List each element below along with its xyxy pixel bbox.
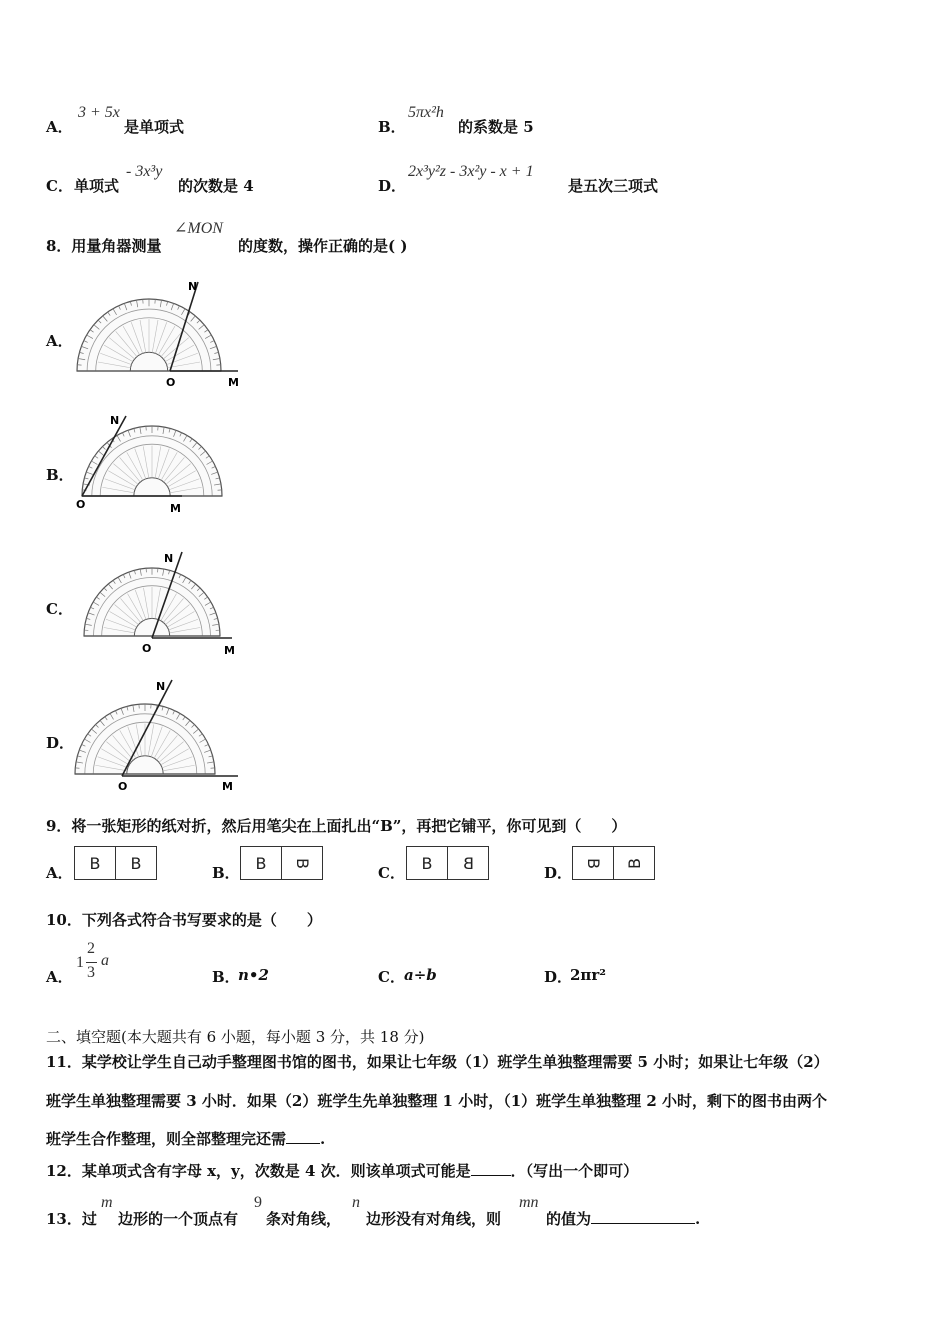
q11-line-3-text: 班学生合作整理，则全部整理完还需 — [46, 1130, 287, 1148]
protractor — [75, 704, 215, 774]
point-m-label: M — [222, 780, 233, 793]
q13-var-m: m — [101, 1194, 113, 1211]
q13-p1: 13．过 — [46, 1210, 97, 1228]
point-n-label: N — [110, 414, 120, 427]
fraction-denominator: 3 — [87, 964, 95, 981]
q7-option-b-expression: 5πx²h — [408, 104, 444, 121]
q12-text: 12．某单项式含有字母 x，y，次数是 4 次．则该单项式可能是 — [46, 1162, 471, 1180]
q8-option-b-label: B． — [46, 466, 74, 484]
q9-option-d-figure — [572, 846, 655, 880]
q10-option-d-expression: 2πr² — [570, 966, 606, 984]
protractor — [82, 426, 222, 496]
q7-option-b-label: B． — [378, 118, 406, 136]
fraction-numerator: 2 — [87, 940, 95, 957]
q11-answer-blank — [286, 1143, 320, 1144]
q7-option-c-expression: - 3x³y — [126, 163, 163, 180]
q13-p5-line — [546, 1208, 700, 1229]
q8-angle: ∠MON — [174, 220, 223, 237]
q13-p2: 边形的一个顶点有 — [118, 1210, 239, 1228]
point-m-label: M — [228, 376, 239, 389]
q10-option-b-label: B． — [212, 968, 240, 986]
point-o-label: O — [118, 780, 128, 793]
q7-option-a-expression: 3 + 5x — [78, 104, 120, 121]
point-m-label: M — [170, 502, 181, 515]
q9-option-a-figure — [74, 846, 157, 880]
point-m-label: M — [224, 644, 235, 656]
q13-p3: 条对角线， — [266, 1210, 342, 1228]
point-o-label: O — [166, 376, 176, 389]
q11-line-3 — [46, 1128, 325, 1149]
q10-option-a-label: A． — [46, 968, 73, 986]
point-n-label: N — [188, 280, 198, 293]
q8-option-d-label: D． — [46, 734, 75, 752]
q8-stem-before: 8．用量角器测量 — [46, 237, 162, 255]
letter-rotated: B — [292, 857, 312, 869]
letter-rotated: B — [624, 857, 644, 869]
q13-answer-blank — [591, 1223, 695, 1224]
mixed-whole: 1 — [76, 954, 84, 971]
q8-option-a-label: A． — [46, 332, 73, 350]
q7-option-c-label: C． — [46, 177, 73, 195]
point-n-label: N — [164, 552, 174, 565]
q9-option-c-figure — [406, 846, 489, 880]
point-o-label: O — [76, 498, 86, 511]
q8-figure-b — [70, 408, 250, 520]
fraction-bar — [86, 962, 97, 963]
q12-answer-blank — [471, 1175, 511, 1176]
q8-figure-a — [70, 276, 250, 392]
q13-p5: 的值为 — [546, 1210, 592, 1228]
q10-option-c-label: C． — [378, 968, 405, 986]
letter: B — [89, 853, 101, 873]
q9-option-b-label: B． — [212, 864, 240, 882]
section-2-title: 二、填空题(本大题共有 6 小题，每小题 3 分，共 18 分) — [46, 1028, 425, 1046]
q8-option-c-label: C． — [46, 600, 73, 618]
q7-option-d-expression: 2x³y²z - 3x²y - x + 1 — [408, 163, 534, 180]
q7-option-b-text: 的系数是 5 — [458, 118, 534, 136]
point-n-label: N — [156, 680, 166, 693]
q13-var-n: n — [352, 1194, 360, 1211]
letter-rotated: B — [583, 857, 603, 869]
q8-stem-after: 的度数，操作正确的是( ) — [238, 237, 408, 255]
protractor — [84, 568, 220, 636]
q9-option-c-label: C． — [378, 864, 405, 882]
letter: B — [255, 853, 267, 873]
q7-option-a-label: A． — [46, 118, 73, 136]
letter-mirrored: B — [462, 853, 474, 873]
q7-option-d-text: 是五次三项式 — [568, 177, 659, 195]
q10-stem: 10．下列各式符合书写要求的是（ ） — [46, 911, 322, 929]
q7-option-c-prefix: 单项式 — [74, 177, 120, 195]
q13-p4: 边形没有对角线，则 — [366, 1210, 502, 1228]
q13-end: . — [695, 1210, 701, 1228]
q11-line-1: 11．某学校让学生自己动手整理图书馆的图书，如果让七年级（1）班学生单独整理需要 5 小时；如果让七年级（2） — [46, 1053, 829, 1071]
q13-nine: 9 — [254, 1194, 262, 1211]
q12-line — [46, 1160, 638, 1181]
q9-option-a-label: A． — [46, 864, 73, 882]
q8-figure-d — [70, 674, 250, 794]
q8-figure-c — [70, 544, 250, 656]
q10-option-d-label: D． — [544, 968, 573, 986]
letter: B — [421, 853, 433, 873]
q9-option-b-figure — [240, 846, 323, 880]
protractor — [77, 299, 221, 371]
q9-stem: 9．将一张矩形的纸对折，然后用笔尖在上面扎出“B”，再把它铺平，你可见到（ ） — [46, 817, 627, 835]
q11-end: . — [320, 1130, 326, 1148]
q10-option-b-expression: n•2 — [238, 966, 269, 984]
letter: B — [130, 853, 142, 873]
q7-option-c-text: 的次数是 4 — [178, 177, 254, 195]
q7-option-d-label: D． — [378, 177, 407, 195]
q10-option-c-expression: a÷b — [404, 966, 437, 984]
q11-line-2: 班学生单独整理需要 3 小时．如果（2）班学生先单独整理 1 小时，（1）班学生单独整理 2 小时，剩下的图书由两个 — [46, 1092, 828, 1110]
point-o-label: O — [142, 642, 152, 655]
q7-option-a-text: 是单项式 — [124, 118, 185, 136]
q12-end: ．（写出一个即可） — [510, 1162, 639, 1180]
variable: a — [101, 952, 109, 969]
q9-option-d-label: D． — [544, 864, 573, 882]
q13-var-mn: mn — [519, 1194, 539, 1211]
